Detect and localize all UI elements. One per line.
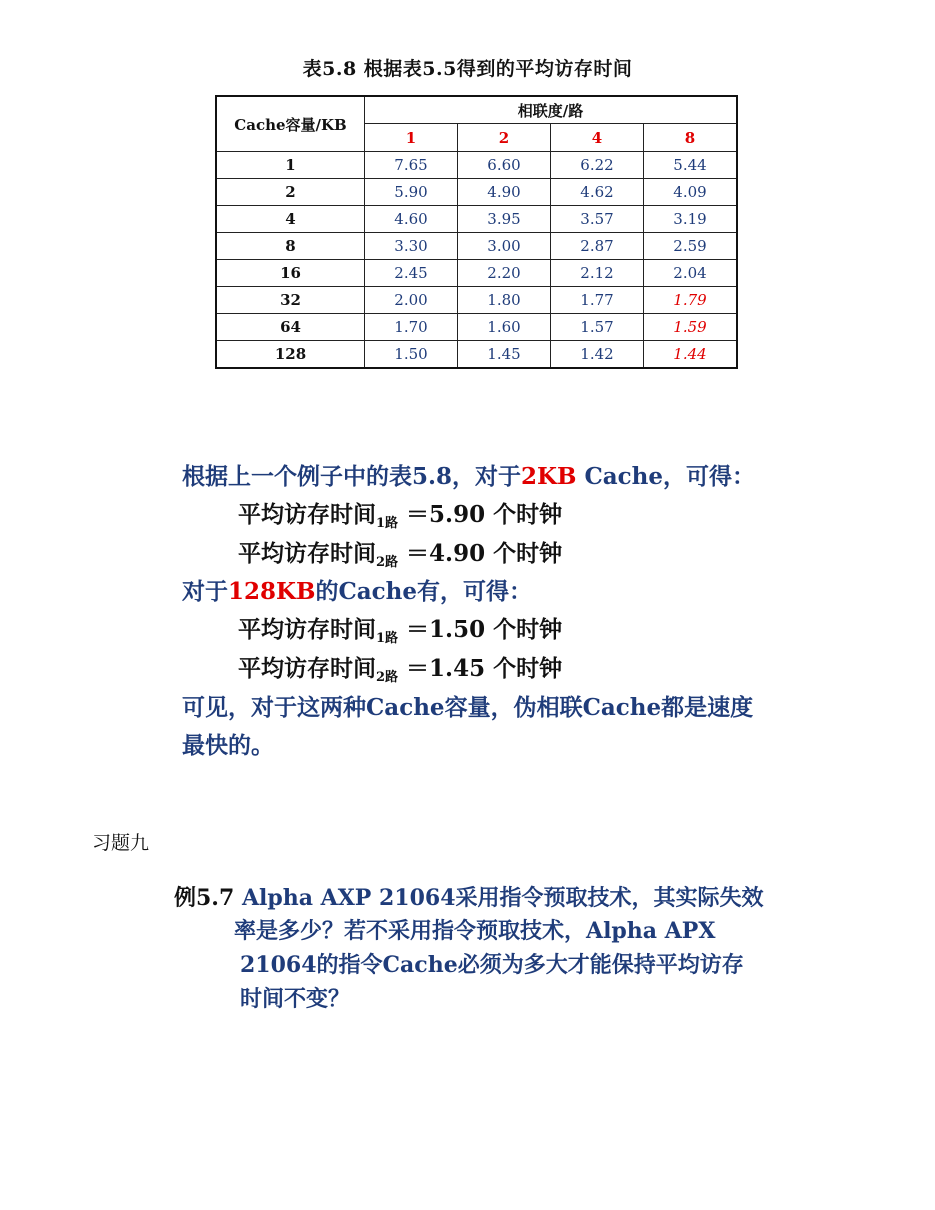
way-header: 8 [644,124,738,152]
example-line-1: 例5.7 Alpha AXP 21064采用指令预取技术，其实际失效 [174,885,764,911]
value-cell: 1.60 [458,314,551,341]
table-title: 表5.8 根据表5.5得到的平均访存时间 [302,58,633,80]
value-cell: 2.00 [365,287,458,314]
value-cell-highlight: 1.79 [644,287,738,314]
table-row [216,260,737,287]
example-line-4: 时间不变？ [240,986,351,1012]
group-header: 相联度/路 [365,96,738,124]
value-cell: 3.30 [365,233,458,260]
size-cell: 8 [216,233,365,260]
size-cell: 1 [216,152,365,179]
value-cell: 1.80 [458,287,551,314]
value-cell: 5.90 [365,179,458,206]
value-cell: 6.60 [458,152,551,179]
size-cell: 2 [216,179,365,206]
value-cell: 1.42 [551,341,644,369]
exercise-label: 习题九 [92,832,150,854]
way-header: 4 [551,124,644,152]
value-cell: 2.04 [644,260,738,287]
table-row [216,314,737,341]
explain-line-7: 可见，对于这两种Cache容量，伪相联Cache都是速度 [182,694,754,721]
row-header: Cache容量/KB [216,96,365,152]
value-cell: 1.45 [458,341,551,369]
data-table [215,95,738,369]
explain-line-5: 平均访存时间$_{1路}$ ＝1.50 个时钟 [238,616,563,646]
table-row [216,179,737,206]
access-time-table [215,95,738,369]
value-cell: 1.70 [365,314,458,341]
table-row [216,233,737,260]
value-cell: 4.60 [365,206,458,233]
table-row [216,287,737,314]
size-cell: 4 [216,206,365,233]
value-cell: 2.45 [365,260,458,287]
value-cell: 2.87 [551,233,644,260]
value-cell: 2.20 [458,260,551,287]
value-cell: 2.12 [551,260,644,287]
value-cell: 4.09 [644,179,738,206]
explain-line-1: 根据上一个例子中的表5.8，对于2KB Cache，可得： [182,463,756,490]
example-line-2: 率是多少？若不采用指令预取技术，Alpha APX [234,918,716,944]
explain-line-2: 平均访存时间$_{1路}$ ＝5.90 个时钟 [238,501,563,531]
explain-line-3: 平均访存时间$_{2路}$ ＝4.90 个时钟 [238,540,563,570]
value-cell: 3.19 [644,206,738,233]
size-cell: 32 [216,287,365,314]
value-cell: 6.22 [551,152,644,179]
value-cell: 3.95 [458,206,551,233]
explain-line-4: 对于128KB的Cache有，可得： [182,578,533,605]
value-cell-highlight: 1.44 [644,341,738,369]
value-cell: 2.59 [644,233,738,260]
way-header: 1 [365,124,458,152]
value-cell: 1.50 [365,341,458,369]
value-cell: 7.65 [365,152,458,179]
table-row [216,152,737,179]
explain-line-8: 最快的。 [182,732,274,759]
example-line-3: 21064的指令Cache必须为多大才能保持平均访存 [240,952,744,978]
value-cell: 1.57 [551,314,644,341]
size-cell: 64 [216,314,365,341]
value-cell: 5.44 [644,152,738,179]
size-cell: 128 [216,341,365,369]
value-cell: 4.90 [458,179,551,206]
table-row [216,206,737,233]
value-cell: 3.57 [551,206,644,233]
table-row [216,341,737,369]
explain-line-6: 平均访存时间$_{2路}$ ＝1.45 个时钟 [238,655,563,685]
way-header: 2 [458,124,551,152]
size-cell: 16 [216,260,365,287]
value-cell: 3.00 [458,233,551,260]
value-cell-highlight: 1.59 [644,314,738,341]
value-cell: 4.62 [551,179,644,206]
value-cell: 1.77 [551,287,644,314]
